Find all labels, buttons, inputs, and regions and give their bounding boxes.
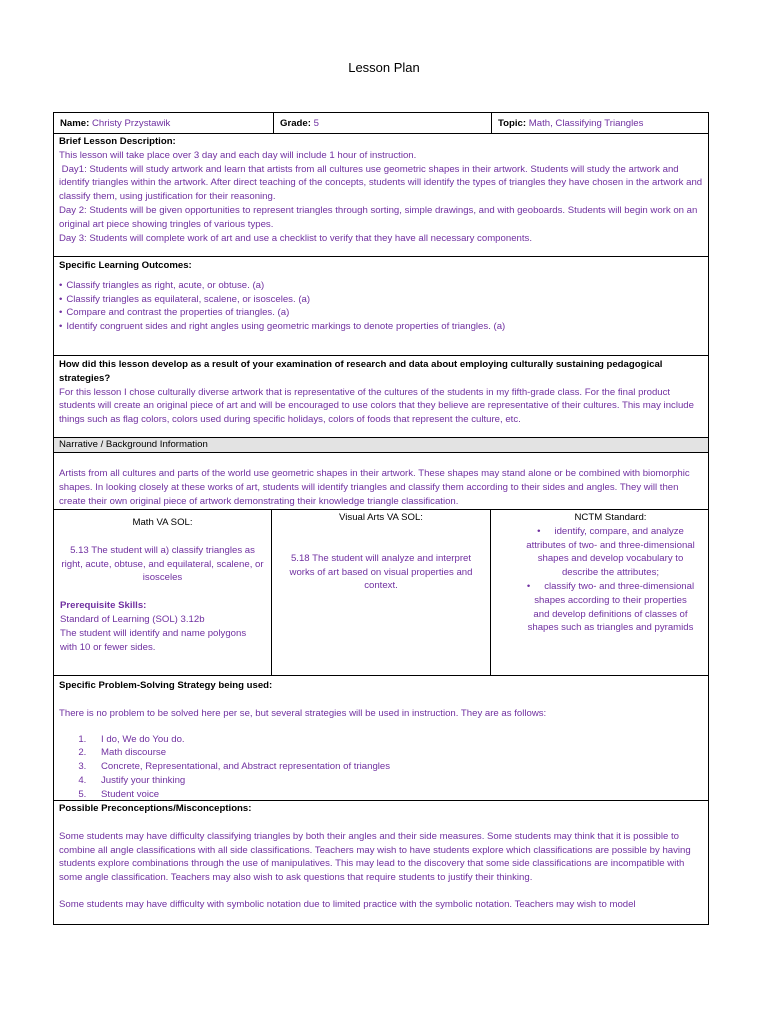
- misconceptions-para-2: Some students may have difficulty with symbolic notation due to limited practice with the symbolic notation. Teachers may wish to model: [59, 898, 636, 910]
- outcome-item: • Classify triangles as equilateral, scalene, or isosceles. (a): [59, 293, 703, 307]
- strategy-item: 5. Student voice: [89, 788, 703, 802]
- misconceptions-para-1: Some students may have difficulty classifying triangles by both their angles and their side measures. Some students may think that it is possible to combine all angle classifications with all side classifications. Teachers may wish to have students explore which classifications are possible by having students explore combinations through the use of manipulatives. This may lead to the discovery that some side classifications are incompatible with some angle classification. Teachers may also wish to ask questions that require students to justify their thinking.: [59, 830, 691, 884]
- topic-cell: [492, 113, 708, 133]
- strategy-item: 2. Math discourse: [89, 746, 703, 760]
- outcomes-heading: Specific Learning Outcomes:: [59, 260, 192, 271]
- misconceptions-heading: Possible Preconceptions/Misconceptions:: [59, 803, 252, 814]
- strategy-item: 4. Justify your thinking: [89, 774, 703, 788]
- lesson-plan-table: [53, 112, 709, 925]
- grade-cell: [274, 113, 492, 133]
- brief-line-1: This lesson will take place over 3 day and each day will include 1 hour of instruction.: [59, 149, 417, 161]
- nctm-item: • classify two- and three-dimensional shapes according to their properties and develop definitions of classes of shapes such as triangles and pyramids: [526, 580, 695, 634]
- header-row: [54, 113, 708, 134]
- standards-row: [54, 510, 708, 676]
- brief-line-2: Day1: Students will study artwork and learn that artists from all cultures use geometric shapes in their artwork. Students will study the artwork and identify triangles within the artwork. After direct teaching of the concepts, students will identify the types of triangles they have chosen in the artwork and classify them, using justification for their reasoning.: [59, 163, 705, 203]
- grade-label: Grade:: [280, 118, 311, 129]
- brief-line-3: Day 2: Students will be given opportunities to represent triangles through sorting, simple drawings, and with geoboards. Students will begin work on an original art piece showing tringles of various types.: [59, 204, 698, 230]
- strategy-heading: Specific Problem-Solving Strategy being used:: [59, 680, 273, 691]
- outcome-item: • Compare and contrast the properties of triangles. (a): [59, 306, 703, 320]
- research-text: For this lesson I chose culturally diverse artwork that is representative of the cultures of the students in my fifth-grade class. For the final product students will create an original piece of art and will be encouraged to use colors that they believe are representative of their cultures. This may include things such as flag colors, colors used during specific holidays, colors of foods that represent the culture, etc.: [59, 386, 694, 426]
- name-label: Name:: [60, 118, 90, 129]
- nctm-list: [525, 525, 696, 635]
- name-value: Christy Przystawik: [92, 118, 171, 129]
- misconceptions-row: [54, 801, 708, 925]
- grade-value: 5: [313, 118, 319, 129]
- arts-heading: Visual Arts VA SOL:: [339, 512, 423, 523]
- math-sol-text: 5.13 The student will a) classify triangles as right, acute, obtuse, and equilateral, scalene, or isosceles: [61, 544, 264, 584]
- outcome-item: • Classify triangles as right, acute, or obtuse. (a): [59, 279, 703, 293]
- strategy-item: 1. I do, We do You do.: [89, 733, 703, 747]
- brief-line-4: Day 3: Students will complete work of art and use a checklist to verify that they have all necessary components.: [59, 232, 532, 244]
- narrative-heading: Narrative / Background Information: [59, 439, 208, 450]
- nctm-item: • identify, compare, and analyze attributes of two- and three-dimensional shapes and develop vocabulary to describe the attributes;: [526, 525, 695, 579]
- research-row: [54, 356, 708, 438]
- strategy-list: [59, 733, 703, 802]
- outcomes-list: [59, 279, 703, 334]
- narrative-text: Artists from all cultures and parts of the world use geometric shapes in their artwork. These shapes may stand alone or be combined with biomorphic shapes. In looking closely at these works of art, students will identify triangles and classify them according to their sides and angles. They will then create their own original piece of artwork demonstrating their knowledge triangle classification.: [59, 468, 690, 507]
- brief-description-row: [54, 134, 708, 257]
- strategy-row: [54, 676, 708, 801]
- narrative-row: [54, 453, 708, 510]
- topic-value: Math, Classifying Triangles: [528, 118, 644, 129]
- prereq-line-2: The student will identify and name polygons with 10 or fewer sides.: [60, 627, 247, 653]
- outcome-item: • Identify congruent sides and right angles using geometric markings to denote properties of triangles. (a): [59, 320, 703, 334]
- strategy-item: 3. Concrete, Representational, and Abstract representation of triangles: [89, 760, 703, 774]
- math-sol-heading: Math VA SOL:: [132, 517, 193, 528]
- math-sol-cell: [54, 510, 272, 675]
- name-cell: [54, 113, 274, 133]
- nctm-cell: [491, 510, 708, 675]
- arts-text: 5.18 The student will analyze and interpret works of art based on visual properties and context.: [289, 552, 473, 592]
- research-heading: How did this lesson develop as a result of your examination of research and data about employing culturally sustaining pedagogical strategies?: [59, 359, 663, 384]
- topic-label: Topic:: [498, 118, 527, 129]
- brief-heading: Brief Lesson Description:: [59, 136, 176, 147]
- strategy-intro: There is no problem to be solved here per se, but several strategies will be used in instruction. They are as follows:: [59, 707, 547, 719]
- prereq-line-1: Standard of Learning (SOL) 3.12b: [60, 613, 205, 625]
- nctm-heading: NCTM Standard:: [574, 512, 647, 523]
- visual-arts-cell: [272, 510, 491, 675]
- narrative-heading-row: [54, 438, 708, 453]
- page-title: Lesson Plan: [348, 60, 420, 75]
- learning-outcomes-row: [54, 257, 708, 356]
- prereq-heading: Prerequisite Skills:: [60, 600, 147, 612]
